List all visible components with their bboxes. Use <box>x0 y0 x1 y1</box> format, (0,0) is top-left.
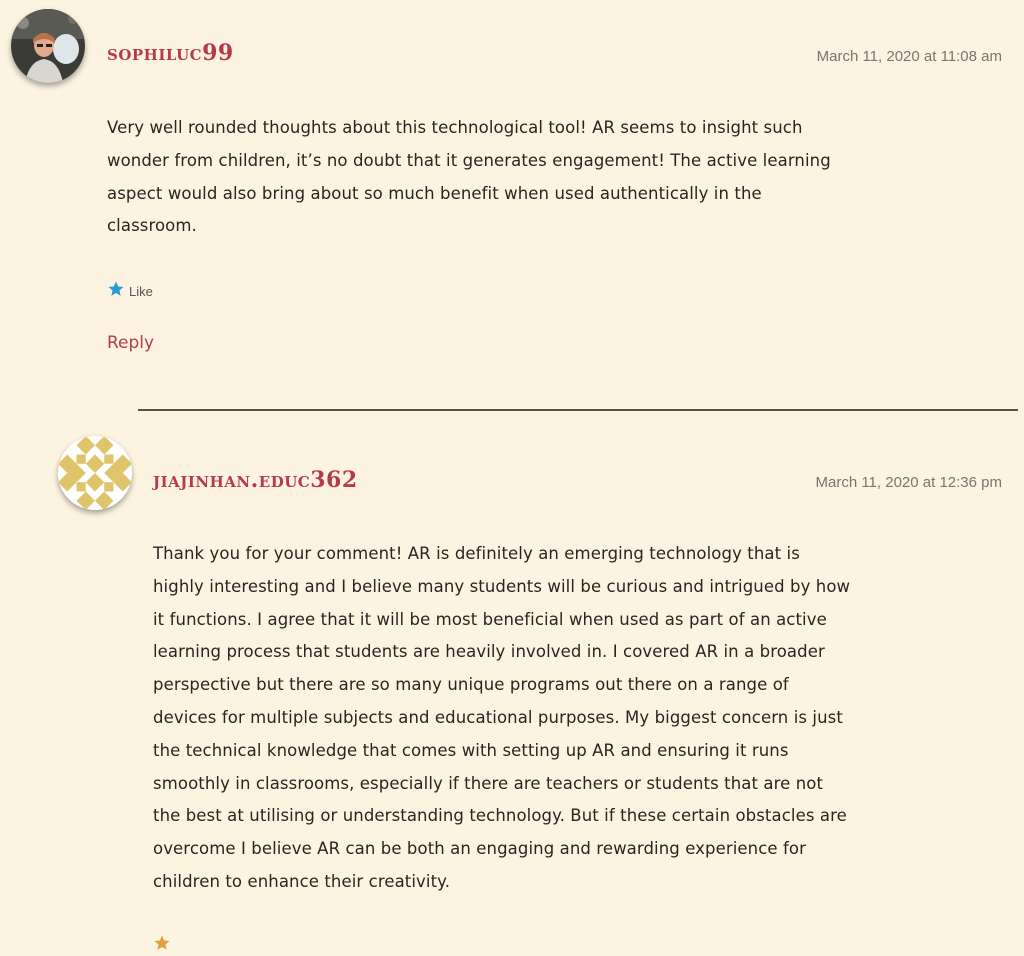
comment-timestamp-link[interactable]: March 11, 2020 at 11:08 am <box>816 48 1002 65</box>
like-button[interactable] <box>107 280 153 302</box>
comment-author-link[interactable] <box>107 40 234 66</box>
reply-link[interactable]: Reply <box>107 333 155 353</box>
comment-jiajinhan <box>0 420 1024 941</box>
star-icon <box>107 280 125 302</box>
user-photo-avatar-icon <box>11 9 85 83</box>
commenter-avatar[interactable] <box>11 9 85 83</box>
comment-sophiluc99 <box>0 0 1024 380</box>
identicon-avatar-icon <box>58 436 132 510</box>
commenter-avatar[interactable] <box>58 436 132 510</box>
comment-author-name: jiajinhan.educ362 <box>153 467 358 493</box>
comment-author-link[interactable] <box>153 467 358 493</box>
reply-divider <box>138 409 1018 411</box>
comment-author-name: sophiluc99 <box>107 40 234 66</box>
star-icon <box>153 934 171 956</box>
comment-timestamp-link[interactable]: March 11, 2020 at 12:36 pm <box>815 474 1002 491</box>
like-label: Like <box>129 283 153 299</box>
comment-body: Very well rounded thoughts about this technological tool! AR seems to insight such wonder from children, it’s no doubt that it generates engagement! The active learning aspect would also bring about so much benefit when used authentically in the classroom. <box>107 118 831 236</box>
comment-body: Thank you for your comment! AR is definitely an emerging technology that is highly interesting and I believe many students will be curious and intrigued by how it functions. I agree that it will be most beneficial when used as part of an active learning process that students are heavily involved in. I covered AR in a broader perspective but there are so many unique programs out there on a range of devices for multiple subjects and educational purposes. My biggest concern is just the technical knowledge that comes with setting up AR and ensuring it runs smoothly in classrooms, especially if there are teachers or students that are not the best at utilising or understanding technology. But if these certain obstacles are overcome I believe AR can be both an engaging and rewarding experience for children to enhance their creativity. <box>153 544 851 891</box>
